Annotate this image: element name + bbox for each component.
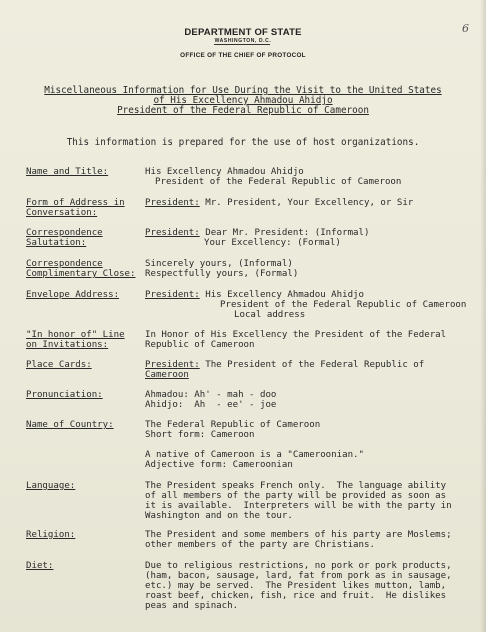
entry-value: Ahmadou: Ah' - mah - doo Ahidjo: Ah - ee' - joe [145, 390, 277, 410]
entry-value: Sincerely yours, (Informal) Respectfully yours, (Formal) [145, 259, 299, 279]
entry-value: President: The President of the Federal Republic of Cameroon [145, 360, 425, 380]
entry-value: President: Mr. President, Your Excellency, or Sir [145, 198, 414, 208]
document-title-line-2: of His Excellency Ahmadou Ahidjo [153, 95, 333, 106]
entry-label: Religion: [26, 530, 76, 540]
entry-value: The Federal Republic of Cameroon Short form: Cameroon A native of Cameroon is a "Cameroonian." Adjective form: Cameroonian [145, 420, 364, 470]
entry-label: Correspondence Salutation: [26, 228, 103, 248]
entry-label: Pronunciation: [26, 390, 103, 400]
document-title-line-3: President of the Federal Republic of Cameroon [117, 105, 369, 116]
entry-label: Name and Title: [26, 167, 109, 177]
entry-value: Due to religious restrictions, no pork or pork products, (ham, bacon, sausage, lard, fat from pork as in sausage, etc.) may be served. The President likes mutton, lamb, roast beef, chicken, fish, rice and fruit. He dislikes peas and spinach. [145, 561, 452, 611]
entry-value: President: His Excellency Ahmadou Ahidjo President of the Federal Republic of Cameroon Local address [145, 290, 467, 320]
page-number: 6 [462, 22, 469, 35]
letterhead-department: DEPARTMENT OF STATE [184, 27, 302, 38]
entry-label: Diet: [26, 561, 54, 571]
entry-label: Name of Country: [26, 420, 114, 430]
entry-value: His Excellency Ahmadou Ahidjo President of the Federal Republic of Cameroon [145, 167, 402, 187]
letterhead-divider [214, 44, 270, 45]
document-title-line-1: Miscellaneous Information for Use During the Visit to the United States [44, 85, 442, 96]
letterhead-city: WASHINGTON, D.C. [214, 38, 272, 44]
entry-value: The President and some members of his party are Moslems; other members of the party are Christians. [145, 530, 452, 550]
entry-label: Form of Address in Conversation: [26, 198, 125, 218]
entry-label: Envelope Address: [26, 290, 120, 300]
entry-value: The President speaks French only. The language ability of all members of the party will be provided as soon as it is available. Interpreters will be with the party in Washington and on the tour. [145, 481, 452, 521]
entry-value: In Honor of His Excellency the President of the Federal Republic of Cameroon [145, 330, 447, 350]
entry-label: Language: [26, 481, 76, 491]
intro-text: This information is prepared for the use of host organizations. [66, 137, 420, 148]
entry-label: "In honor of" Line on Invitations: [26, 330, 125, 350]
entry-label: Correspondence Complimentary Close: [26, 259, 136, 279]
letterhead-office: OFFICE OF THE CHIEF OF PROTOCOL [180, 52, 306, 59]
entry-value: President: Dear Mr. President: (Informal) Your Excellency: (Formal) [145, 228, 370, 248]
entry-label: Place Cards: [26, 360, 92, 370]
